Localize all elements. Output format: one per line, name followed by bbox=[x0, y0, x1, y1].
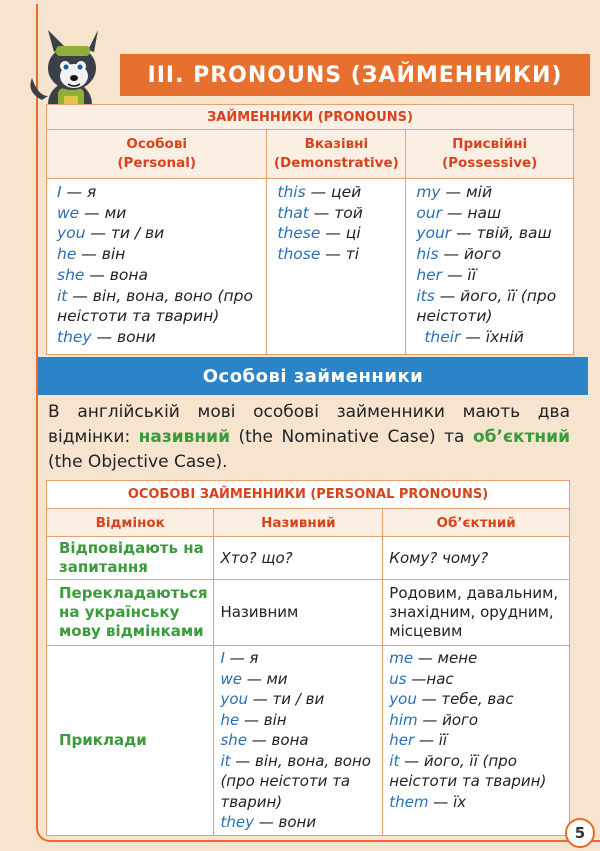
table-caption: ОСОБОВІ ЗАЙМЕННИКИ (PERSONAL PRONOUNS) bbox=[47, 481, 570, 509]
list-item: her — її bbox=[389, 731, 448, 749]
objective-translation: Родовим, давальним, знахідним, орудним, місцевим bbox=[383, 580, 570, 646]
list-item: we — ми bbox=[220, 669, 288, 688]
list-item: she — вона bbox=[57, 265, 149, 284]
list-item: it — його, її (про неістоти та тварин) bbox=[389, 751, 547, 790]
nominative-translation: Називним bbox=[214, 580, 383, 646]
list-item: your — твій, ваш bbox=[416, 224, 552, 243]
list-item: you — ти / ви bbox=[220, 690, 325, 708]
header-objective: Об’єктний bbox=[383, 509, 570, 537]
list-item: it — він, вона, воно (про неістоти та тварин) bbox=[220, 751, 371, 811]
page-number: 5 bbox=[565, 818, 595, 848]
nominative-examples bbox=[214, 646, 383, 836]
list-item: I — я bbox=[57, 183, 97, 201]
list-item: he — він bbox=[57, 245, 126, 264]
row-label-translation: Перекладаються на українську мову відмінками bbox=[47, 580, 214, 646]
objective-examples bbox=[383, 646, 570, 836]
row-label-questions: Відповідають на запитання bbox=[47, 537, 214, 580]
header-nominative: Називний bbox=[214, 509, 383, 537]
personal-pronouns-cell bbox=[47, 179, 267, 355]
page-title: III. PRONOUNS (ЗАЙМЕННИКИ) bbox=[120, 54, 590, 96]
list-item: these — ці bbox=[277, 224, 361, 243]
list-item: us —нас bbox=[389, 669, 454, 688]
list-item: they — вони bbox=[57, 327, 156, 346]
header-demonstrative: Вказівні (Demonstrative) bbox=[267, 130, 406, 179]
list-item: my — мій bbox=[416, 183, 493, 201]
list-item: her — її bbox=[416, 265, 477, 284]
intro-paragraph: В англійській мові особові займенники мають два відмінки: називний (the Nominative Case) та об’єктний (the Objective Case). bbox=[48, 402, 570, 472]
nominative-term: називний bbox=[138, 427, 231, 447]
header-possessive: Присвійні (Possessive) bbox=[406, 130, 574, 179]
list-item: his — його bbox=[416, 245, 502, 264]
list-item: it — він, вона, воно (про неістоти та тварин) bbox=[57, 286, 253, 326]
section-title: Особові займенники bbox=[38, 357, 588, 395]
list-item: you — ти / ви bbox=[57, 224, 165, 243]
table-caption: ЗАЙМЕННИКИ (PRONOUNS) bbox=[47, 105, 574, 130]
header-personal: Особові (Personal) bbox=[47, 130, 267, 179]
objective-term: об’єктний bbox=[472, 427, 570, 447]
list-item: he — він bbox=[220, 710, 287, 729]
list-item: they — вони bbox=[220, 813, 317, 831]
list-item: those — ті bbox=[277, 245, 360, 264]
header-case: Відмінок bbox=[47, 509, 214, 537]
list-item: them — їх bbox=[389, 792, 467, 811]
list-item: me — мене bbox=[389, 649, 478, 667]
possessive-pronouns-cell bbox=[406, 179, 574, 355]
personal-pronouns-table bbox=[46, 480, 570, 836]
list-item: its — його, її (про неістоти) bbox=[416, 286, 557, 326]
list-item: this — цей bbox=[277, 183, 362, 201]
list-item: I — я bbox=[220, 649, 259, 667]
objective-questions: Кому? чому? bbox=[383, 537, 570, 580]
list-item: him — його bbox=[389, 710, 479, 729]
list-item: you — тебе, вас bbox=[389, 690, 514, 708]
list-item: their — їхній bbox=[424, 327, 524, 346]
list-item: we — ми bbox=[57, 203, 127, 222]
demonstrative-pronouns-cell bbox=[267, 179, 406, 355]
list-item: that — той bbox=[277, 203, 363, 222]
nominative-questions: Хто? що? bbox=[214, 537, 383, 580]
list-item: she — вона bbox=[220, 731, 309, 749]
list-item: our — наш bbox=[416, 203, 502, 222]
pronouns-table bbox=[46, 104, 574, 355]
row-label-examples: Приклади bbox=[47, 646, 214, 836]
